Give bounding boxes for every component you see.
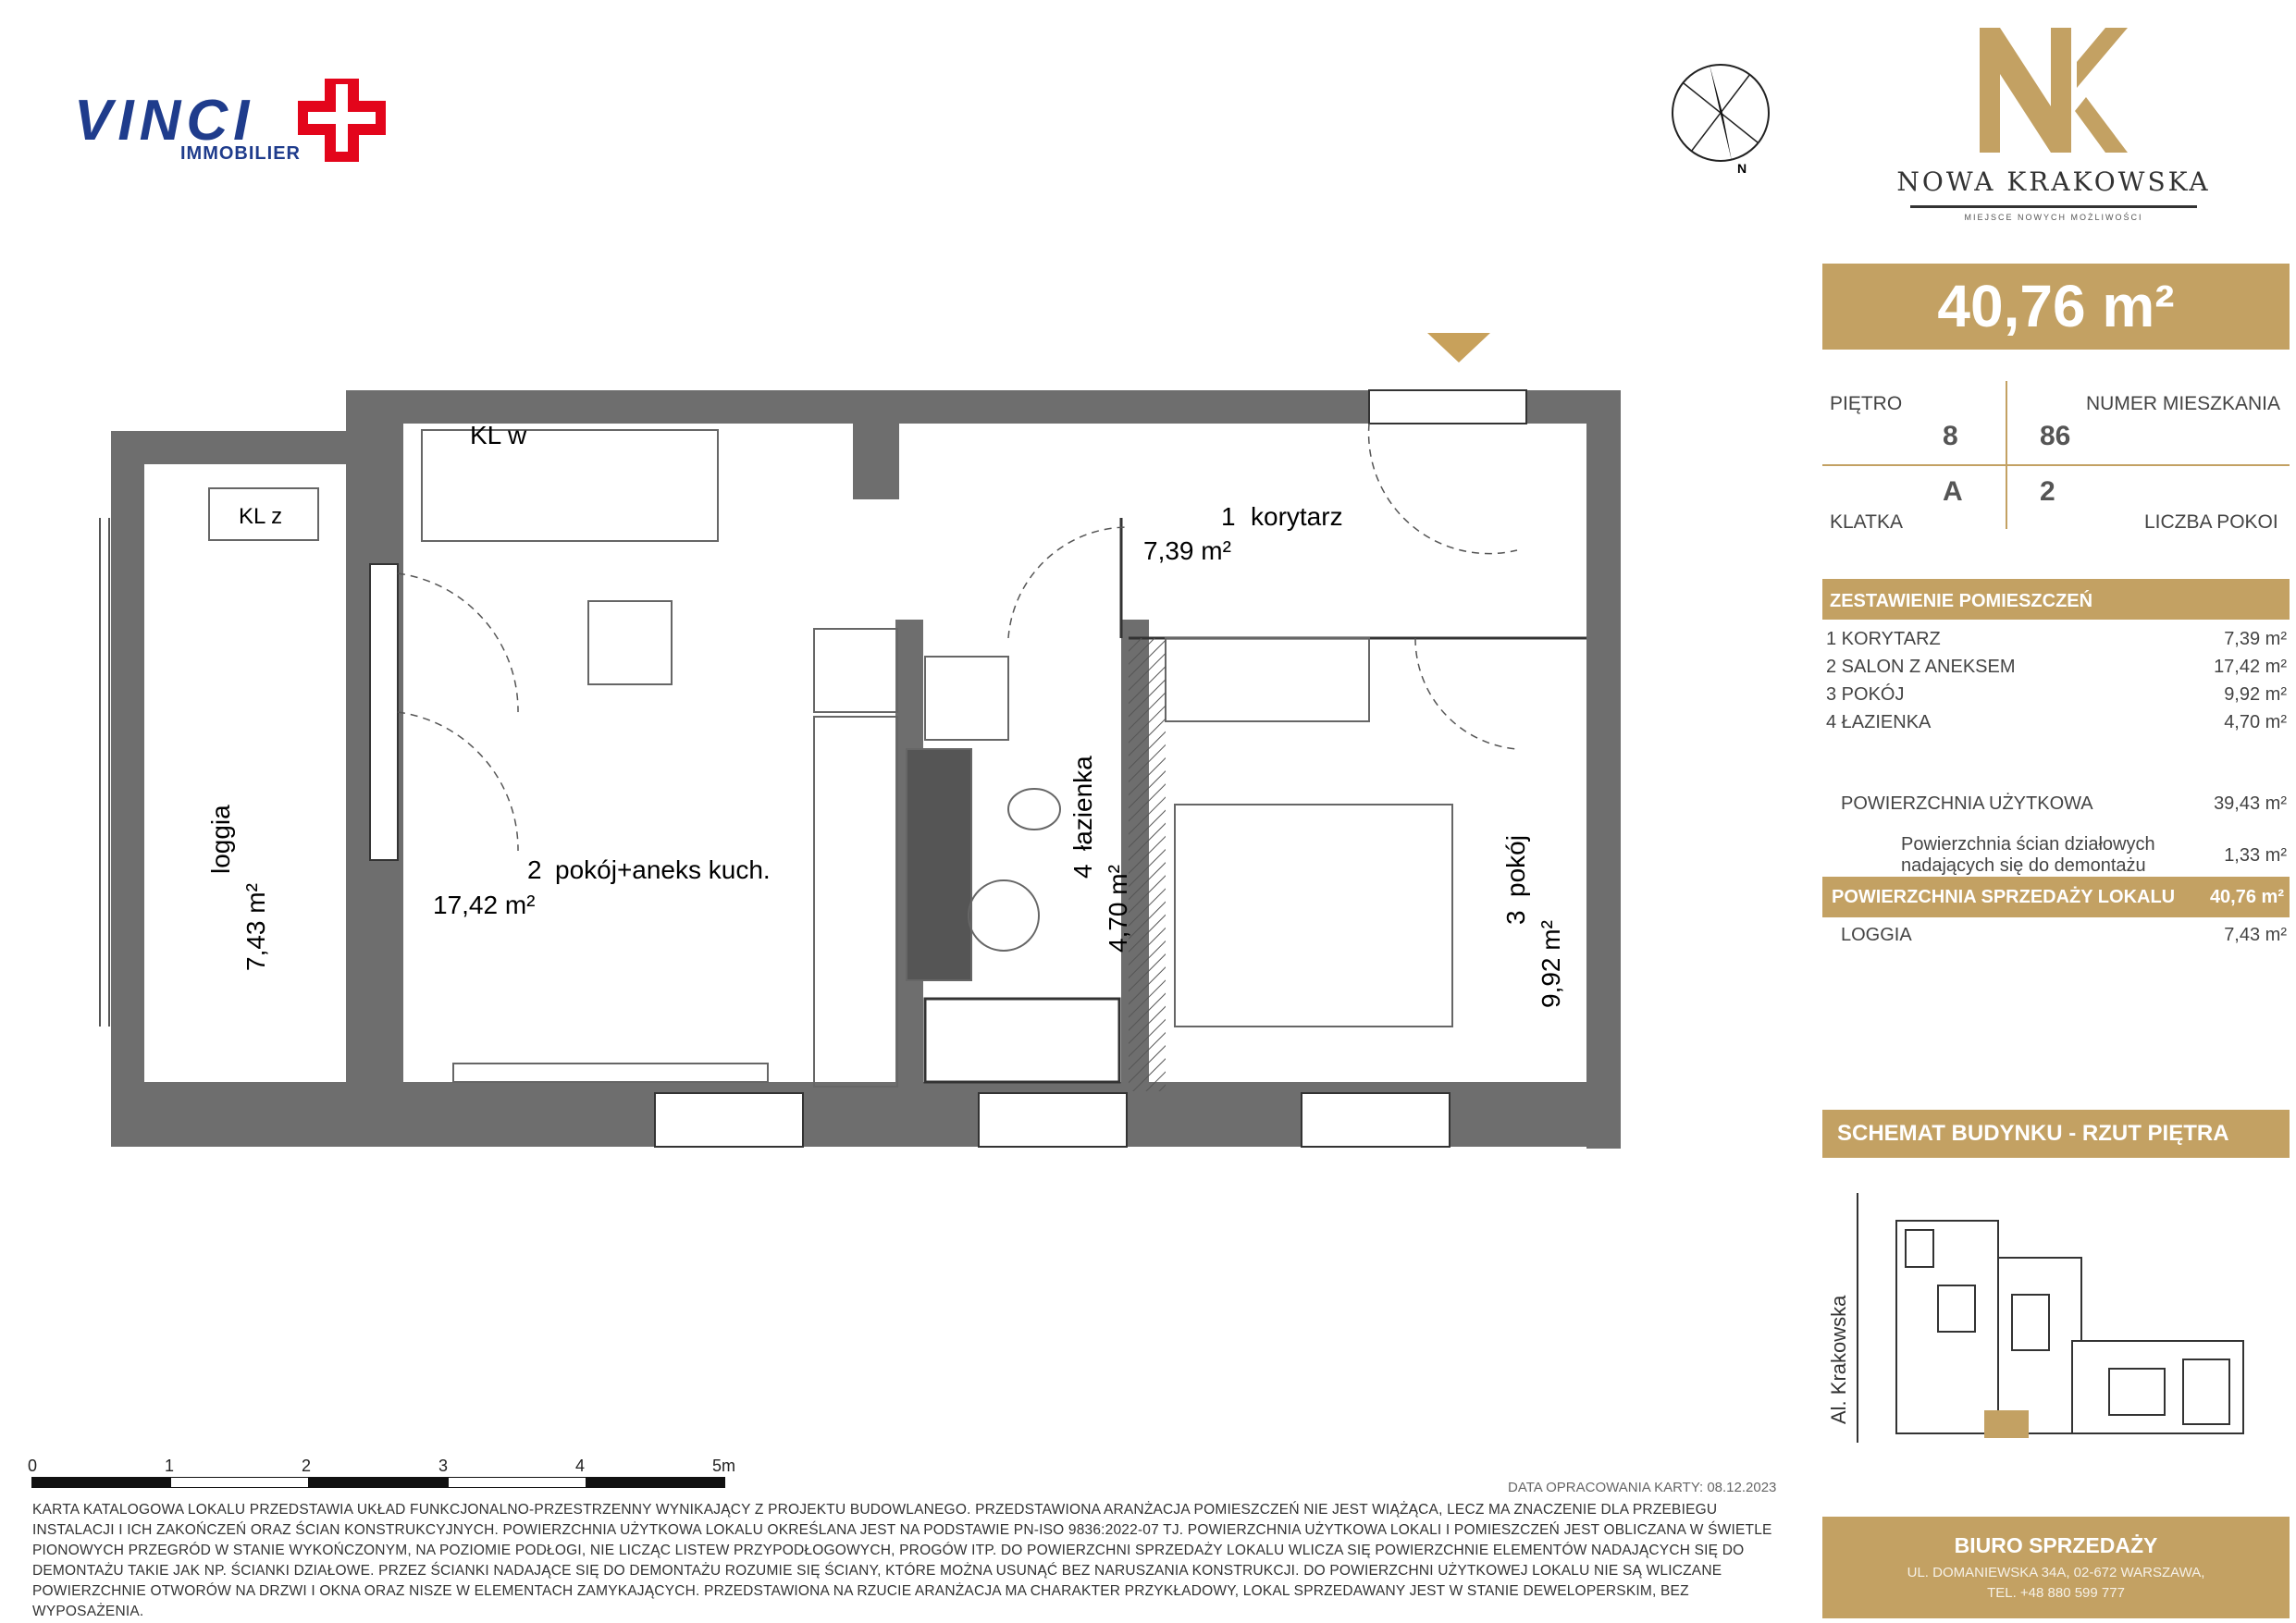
- floor-value: 8: [1943, 421, 1958, 451]
- sales-office-address: UL. DOMANIEWSKA 34A, 02-672 WARSZAWA,: [1907, 1565, 2205, 1580]
- usable-area-row: [1841, 793, 2287, 815]
- loggia-value: 7,43 m²: [2224, 925, 2287, 945]
- rooms-count-value: 2: [2040, 476, 2055, 507]
- room-row: [1826, 712, 2287, 740]
- logo-underline: [1910, 205, 2197, 208]
- demountable-wall: [1129, 638, 1166, 1091]
- info-vertical-divider: [2006, 381, 2007, 529]
- room4-name: łazienka: [1068, 756, 1097, 851]
- project-tagline: MIEJSCE NOWYCH MOŻLIWOŚCI: [1964, 213, 2143, 222]
- loggia-row: [1841, 925, 2287, 946]
- walls-area-value: 1,33 m²: [2224, 845, 2287, 866]
- room-row-area: 7,39 m²: [2224, 629, 2287, 649]
- interior-lines: [925, 518, 1586, 1082]
- card-date: DATA OPRACOWANIA KARTY: 08.12.2023: [1508, 1480, 1777, 1495]
- room1-name: korytarz: [1251, 502, 1343, 531]
- walls: [111, 390, 1621, 1149]
- room-row-area: 17,42 m²: [2214, 657, 2287, 677]
- disclaimer-text: KARTA KATALOGOWA LOKALU PRZEDSTAWIA UKŁAD FUNKCJONALNO-PRZESTRZENNY WYNIKAJĄCY Z PROJEKTU BUDOWLANEGO. PRZEDSTAWIONA ARANŻACJA POMIESZCZEŃ NIE JEST WIĄŻĄCA, LECZ MA ZNACZENIE DLA PRZEBIEGU INSTALACJI I ICH ZAKOŃCZEŃ ORAZ ŚCIAN KONSTRUKCYJNYCH. POWIERZCHNIA UŻYTKOWA LOKALU OKREŚLANA JEST NA PODSTAWIE PN-ISO 9836:2022-07 TJ. POWIERZCHNIA UŻYTKOWA LOKALI I POMIESZCZEŃ JEST OBLICZANA W ŚWIETLE PIONOWYCH PRZEGRÓD W STANIE WYKOŃCZONYM, NA POZIOMIE PODŁOGI, NIE LICZĄC LISTEW PRZYPODŁOGOWYCH, PROGÓW ITP. DO POWIERZCHNI SPRZEDAŻY LOKALU WLICZA SIĘ POWIERZCHNIE ELEMENTÓW NADAJĄCYCH SIĘ DO DEMONTAŻU TAKIE JAK NP. ŚCIANKI DZIAŁOWE. PRZEZ ŚCIANKI NADAJĄCE SIĘ DO DEMONTAŻU ROZUMIE SIĘ ŚCIANY, KTÓRE MOŻNA USUNĄĆ BEZ NARUSZANIA KONSTRUKCJI. DO POWIERZCHNI UŻYTKOWEJ LOKALU NIE SĄ WLICZANE POWIERZCHNIE OTWORÓW NA DRZWI I OKNA ORAZ NISZE W ELEMENTACH ZAMYKAJĄCYCH. PRZEDSTAWIONA NA RZUCIE ARANŻACJA MA CHARAKTER PRZYKŁADOWY, LOKAL SPRZEDAWANY JEST W STANIE DEWELOPERSKIM, BEZ WYPOSAŻENIA.: [32, 1502, 1772, 1619]
- rooms-table-header: ZESTAWIENIE POMIESZCZEŃ: [1822, 579, 2290, 620]
- room2-number: 2: [527, 855, 542, 884]
- room-row: [1826, 629, 2287, 657]
- scale-bar: [28, 1457, 749, 1494]
- room3-area: 9,92 m²: [1537, 920, 1565, 1008]
- room2-name: pokój+aneks kuch.: [555, 855, 771, 884]
- loggia-name: loggia: [206, 805, 235, 874]
- room-row: [1826, 684, 2287, 712]
- sales-office-phone: TEL. +48 880 599 777: [1987, 1585, 2125, 1601]
- room-row: [1826, 657, 2287, 684]
- room-row-name: 2 SALON Z ANEKSEM: [1826, 657, 2016, 677]
- sales-office-title: BIURO SPRZEDAŻY: [1954, 1533, 2158, 1557]
- sale-area-label: POWIERZCHNIA SPRZEDAŻY LOKALU: [1832, 887, 2176, 907]
- vinci-subtitle: IMMOBILIER: [180, 143, 301, 164]
- walls-area-label-1: Powierzchnia ścian działowych: [1901, 834, 2155, 855]
- room4-number: 4: [1068, 864, 1097, 879]
- building-schema-map: [1850, 1193, 2285, 1470]
- info-horizontal-divider: [1822, 464, 2290, 466]
- loggia-label: LOGGIA: [1841, 925, 1912, 945]
- staircase-value: A: [1943, 476, 1963, 507]
- room-row-name: 1 KORYTARZ: [1826, 629, 1941, 649]
- building-schema-header: SCHEMAT BUDYNKU - RZUT PIĘTRA: [1822, 1110, 2290, 1158]
- rooms-count-label: LICZBA POKOI: [2144, 511, 2278, 533]
- floor-label: PIĘTRO: [1830, 393, 1903, 414]
- room1-area: 7,39 m²: [1143, 536, 1231, 565]
- staircase-label: KLATKA: [1830, 511, 1903, 533]
- room2-area: 17,42 m²: [433, 891, 536, 919]
- sale-area-bar: [1822, 877, 2290, 917]
- sales-office-box: [1822, 1517, 2290, 1618]
- kl-w-label: KL w: [470, 421, 527, 449]
- room-row-name: 4 ŁAZIENKA: [1826, 712, 1932, 732]
- room3-name: pokój: [1501, 835, 1530, 897]
- room4-area: 4,70 m²: [1104, 865, 1132, 953]
- room-row-area: 9,92 m²: [2224, 684, 2287, 705]
- total-area-box: 40,76 m²: [1822, 264, 2290, 350]
- walls-area-label-2: nadających się do demontażu: [1901, 855, 2146, 876]
- scale-label: 2: [302, 1457, 312, 1475]
- project-name: NOWA KRAKOWSKA: [1896, 166, 2211, 197]
- scale-label: 5m: [712, 1457, 736, 1475]
- room-row-area: 4,70 m²: [2224, 712, 2287, 732]
- sale-area-value: 40,76 m²: [2209, 887, 2284, 907]
- walls-area-row: [1901, 834, 2287, 877]
- usable-area-value: 39,43 m²: [2214, 793, 2287, 814]
- compass-north-arrow-icon: [1665, 57, 1776, 178]
- room-row-name: 3 POKÓJ: [1826, 684, 1905, 705]
- loggia-railing: [100, 518, 109, 1027]
- scale-label: 1: [165, 1457, 175, 1475]
- scale-label: 3: [438, 1457, 449, 1475]
- street-label: Al. Krakowska: [1827, 1295, 1850, 1424]
- nowa-krakowska-logo: [1896, 28, 2211, 231]
- compass-letter: N: [1737, 161, 1747, 176]
- apartment-number-label: NUMER MIESZKANIA: [2086, 393, 2281, 414]
- kl-z-label: KL z: [239, 504, 283, 529]
- room3-number: 3: [1501, 910, 1530, 925]
- loggia-area: 7,43 m²: [241, 883, 270, 971]
- apartment-highlight: [1984, 1410, 2029, 1438]
- entrance-marker-icon: [1427, 333, 1490, 363]
- vinci-wordmark: VINCI: [74, 89, 255, 153]
- usable-area-label: POWIERZCHNIA UŻYTKOWA: [1841, 793, 2093, 814]
- scale-label: 4: [575, 1457, 586, 1475]
- apartment-number-value: 86: [2040, 421, 2071, 451]
- scale-label: 0: [28, 1457, 38, 1475]
- room1-number: 1: [1221, 502, 1236, 531]
- nk-monogram-icon: [1975, 28, 2132, 157]
- scale-segments: [31, 1477, 734, 1488]
